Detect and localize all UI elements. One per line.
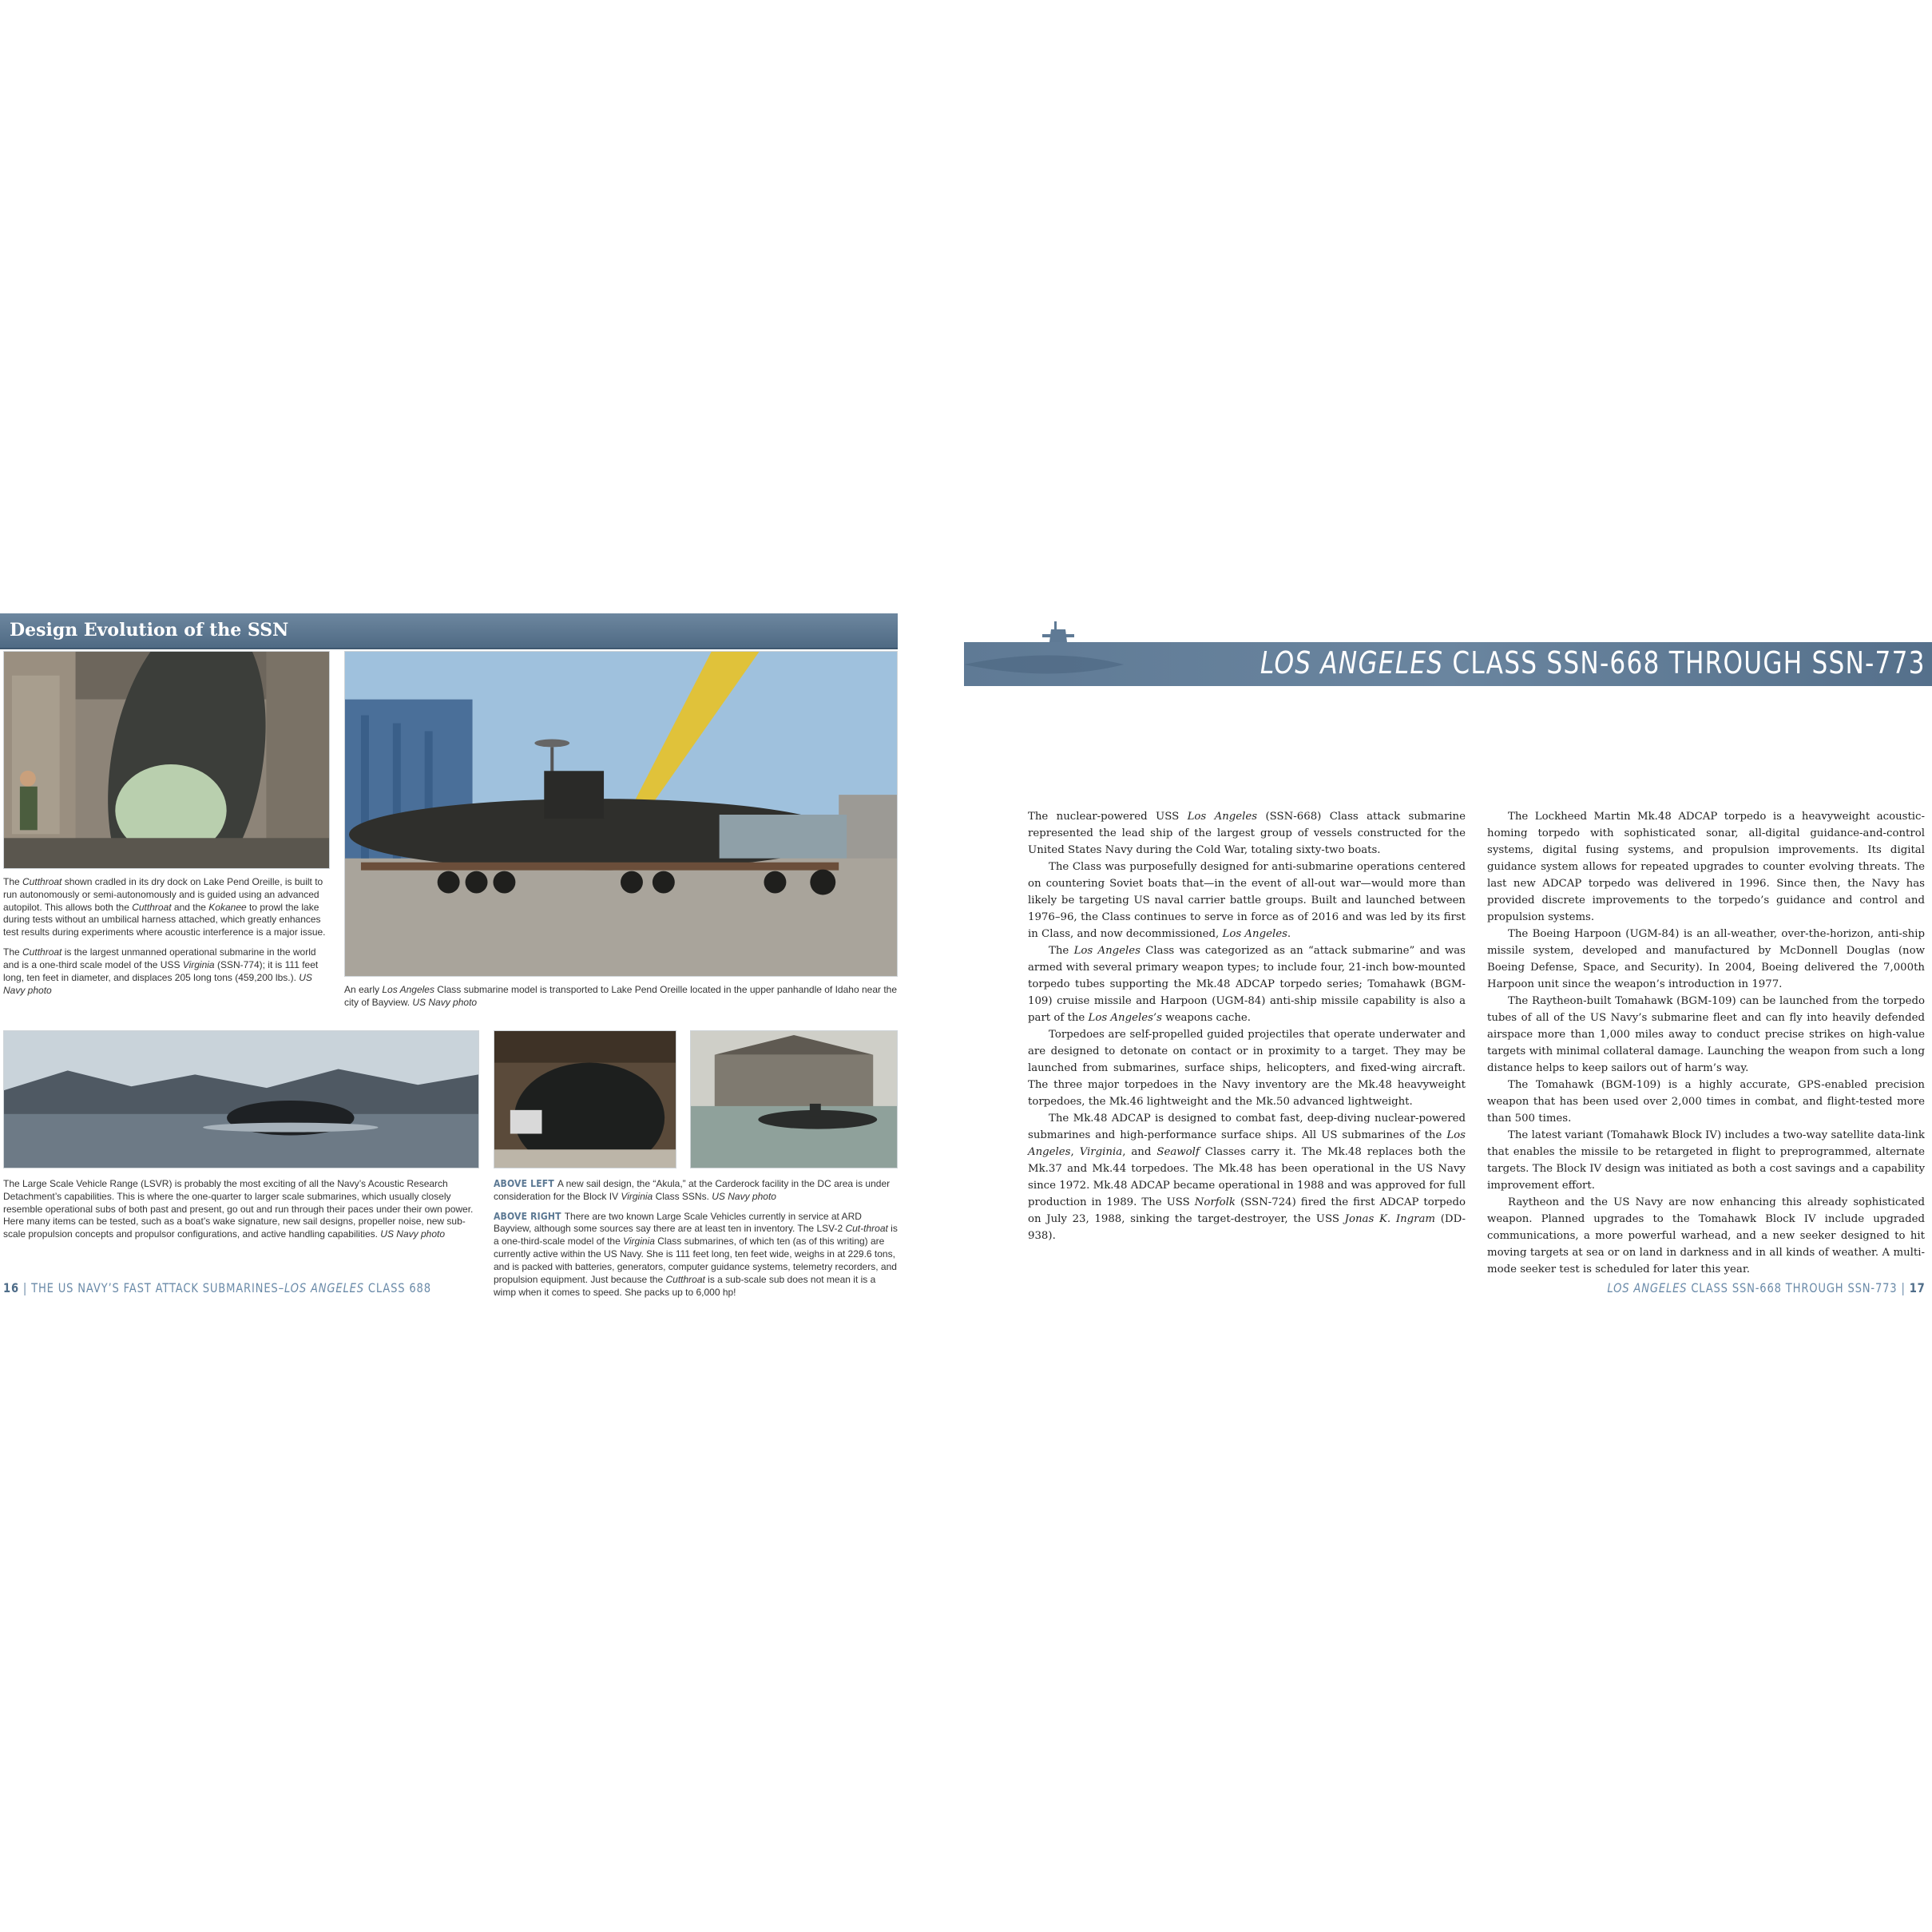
photo-credit: US Navy photo (3, 971, 312, 996)
caption-above-right: ABOVE RIGHT There are two known Large Scale Vehicles currently in service at ARD Bayview, although some sources say there are at least ten in inventory. The LSV-2 Cut-throat is a one-third-scale model of the Virginia Class submarines, of which ten (as of this writing) are currently active within the US Navy. She is 111 feet long, ten feet wide, weighs in at 229.6 tons, and is packed with batteries, generators, computer guidance systems, telemetry recorders, and propulsion equipment. Just because the Cutthroat is a sub-scale sub does not mean it is a wimp when it comes to speed. She packs up to 6,000 hp! (494, 1210, 898, 1298)
body-paragraph: The Tomahawk (BGM-109) is a highly accurate, GPS-enabled precision weapon that has been used over 2,000 times in combat, and flight-tested more than 500 times. (1487, 1079, 1925, 1125)
caption-above (494, 1178, 898, 1306)
body-paragraph: The Los Angeles Class was categorized as an “attack submarine” and was armed with several primary weapon types; to include four, 21-inch bow-mounted torpedo tubes supporting the Mk.48 ADCAP torpedo series; Tomahawk (BGM-109) cruise missile and Harpoon (UGM-84) anti-ship missile capability is also a part of the Los Angeles’s weapons cache. (1028, 945, 1466, 1024)
body-column-1 (1028, 808, 1466, 1244)
caption-label-above-left: ABOVE LEFT (494, 1178, 554, 1189)
caption-drydock-para-1: The Cutthroat shown cradled in its dry dock on Lake Pend Oreille, is built to run autonomously or semi-autonomously and is guided using an advanced autopilot. This allows both the Cutthroat and the Kokanee to prowl the lake during tests without an umbilical harness attached, which greatly enhances test results during experiments where acoustic interference is a major issue. (3, 876, 326, 938)
body-paragraph: The Lockheed Martin Mk.48 ADCAP torpedo is a heavyweight acoustic-homing torpedo with sophisticated sonar, all-digital guidance-and-control systems, digital fusing systems, and propulsion improvements. Its digital guidance system allows for repeated upgrades to counter evolving threats. The last new ADCAP torpedo was delivered in 1996. Since then, the Navy has provided discrete improvements to the torpedo’s guidance and control and propulsion systems. (1487, 811, 1925, 923)
caption-label-above-right: ABOVE RIGHT (494, 1210, 561, 1222)
body-paragraph: The Raytheon-built Tomahawk (BGM-109) can be launched from the torpedo tubes of all of the US Navy’s submarine fleet and can fly into heavily defended airspace more than 1,000 miles away to conduct precise strikes on high-value targets with minimal collateral damage. Launching the weapon from such a long distance helps to keep sailors out of harm’s way. (1487, 995, 1925, 1074)
body-paragraph: Torpedoes are self-propelled guided projectiles that operate underwater and are designed to detonate on contact or in proximity to a target. They may be launched from submarines, surface ships, helicopters, and fixed-wing aircraft. The three major torpedoes in the Navy inventory are the Mk.48 heavyweight torpedoes, the Mk.46 lightweight and the Mk.50 advanced lightweight. (1028, 1029, 1466, 1108)
page-number-right: 17 (1910, 1280, 1926, 1295)
body-paragraph: Raytheon and the US Navy are now enhancing this already sophisticated weapon. Planned upgrades to the Tomahawk Block IV include upgraded communications, a more powerful warhead, and a new seeker designed to hit moving targets at sea or on land in darkness and in all kinds of weather. A multi-mode seeker test is scheduled for later this year. (1487, 1196, 1925, 1275)
photo-lsvr-lake (3, 1030, 479, 1168)
section-title: Design Evolution of the SSN (10, 620, 289, 641)
body-column-2 (1487, 808, 1925, 1278)
caption-drydock (3, 876, 330, 1004)
body-paragraph: The nuclear-powered USS Los Angeles (SSN-668) Class attack submarine represented the lead ship of the largest group of vessels constructed for the United States Navy during the Cold War, totaling sixty-two boats. (1028, 811, 1466, 856)
body-paragraph: The Boeing Harpoon (UGM-84) is an all-weather, over-the-horizon, anti-ship missile system, developed and manufactured by McDonnell Douglas (now Boeing Defense, Space, and Security). In 2004, Boeing delivered the 7,000th Harpoon unit since the weapon’s introduction in 1977. (1487, 928, 1925, 990)
caption-lsvr: The Large Scale Vehicle Range (LSVR) is probably the most exciting of all the Navy’s Acoustic Research Detachment’s capabilities. This is where the one-quarter to larger scale submarines, which usually closely resemble operational subs of both past and present, go out and run through their paces under their own power. Here many items can be tested, such as a boat’s wake signature, new sail designs, propeller noise, new sub-scale propulsion concepts and propulsor configurations, and active handling capabilities. US Navy photo (3, 1178, 474, 1240)
photo-cutthroat-dock (690, 1030, 898, 1168)
caption-truck: An early Los Angeles Class submarine model is transported to Lake Pend Oreille located in the upper panhandle of Idaho near the city of Bayview. US Navy photo (344, 984, 897, 1008)
section-banner (0, 613, 898, 649)
photo-credit: US Navy photo (412, 996, 478, 1008)
photo-akula-sail (494, 1030, 676, 1168)
photo-drydock-cutthroat (3, 651, 330, 869)
chapter-banner (964, 642, 1932, 686)
footer-right: LOS ANGELES CLASS SSN-668 THROUGH SSN-773 | 17 (1607, 1280, 1926, 1295)
footer-left: 16 | THE US NAVY’S FAST ATTACK SUBMARINES–LOS ANGELES CLASS 688 (3, 1280, 431, 1295)
page-number-left: 16 (3, 1280, 19, 1295)
photo-truck-transport (344, 651, 898, 977)
photo-credit: US Navy photo (712, 1190, 776, 1202)
photo-credit: US Navy photo (380, 1228, 446, 1240)
chapter-title: LOS ANGELES CLASS SSN-668 THROUGH SSN-773 (1260, 645, 1926, 680)
caption-drydock-para-2: The Cutthroat is the largest unmanned operational submarine in the world and is a one-third scale model of the USS Virginia (SSN-774); it is 111 feet long, ten feet in diameter, and displaces 205 long tons (459,200 lbs.). US Navy photo (3, 946, 319, 996)
body-paragraph: The latest variant (Tomahawk Block IV) includes a two-way satellite data-link that enables the missile to be retargeted in flight to preprogrammed, alternate targets. The Block IV design was initiated as both a cost savings and a capability improvement effort. (1487, 1129, 1925, 1192)
caption-above-left: ABOVE LEFT A new sail design, the “Akula,” at the Carderock facility in the DC area is under consideration for the Block IV Virginia Class SSNs. US Navy photo (494, 1178, 891, 1202)
body-paragraph: The Mk.48 ADCAP is designed to combat fast, deep-diving nuclear-powered submarines and high-performance surface ships. All US submarines of the Los Angeles, Virginia, and Seawolf Classes carry it. The Mk.48 replaces both the Mk.37 and Mk.44 torpedoes. The Mk.48 has been operational in the US Navy since 1972. Mk.48 ADCAP became operational in 1988 and was approved for full production in 1989. The USS Norfolk (SSN-724) fired the first ADCAP torpedo on July 23, 1988, sinking the target-destroyer, the USS Jonas K. Ingram (DD-938). (1028, 1113, 1466, 1242)
submarine-hull-icon (964, 642, 1140, 686)
body-paragraph: The Class was purposefully designed for anti-submarine operations centered on countering Soviet boats that—in the event of all-out war—would more than likely be targeting US naval carrier battle groups. Built and launched between 1976–96, the Class continues to serve in force as of 2016 and was led by its first in Class, and now decommissioned, Los Angeles. (1028, 861, 1466, 940)
